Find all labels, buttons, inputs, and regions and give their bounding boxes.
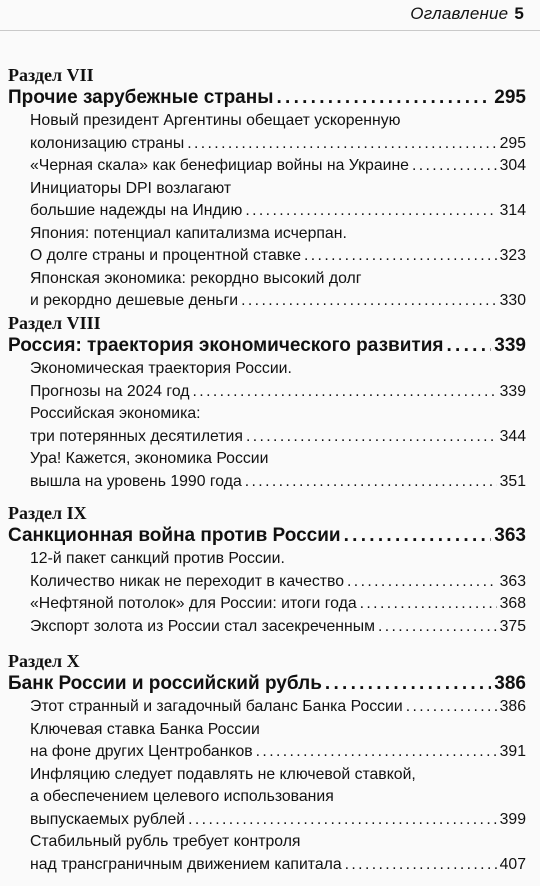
dot-leader	[188, 809, 497, 832]
entry-line: и рекордно дешевые деньги	[30, 292, 239, 309]
entry-list	[30, 110, 526, 313]
dot-leader	[187, 133, 496, 156]
dot-leader	[406, 696, 497, 719]
section-title-row[interactable]	[8, 86, 526, 110]
dot-leader	[276, 86, 491, 110]
entry-line: Прогнозы на 2024 год	[30, 382, 190, 400]
dot-leader	[256, 741, 497, 764]
toc-section	[8, 502, 526, 638]
entry-line: 12-й пакет санкций против России.	[30, 550, 285, 567]
entry-list	[30, 358, 526, 493]
section-title: Банк России и российский рубль	[8, 673, 322, 694]
section-title-row[interactable]	[8, 334, 526, 358]
toc-entry[interactable]	[30, 593, 526, 616]
dot-leader	[446, 334, 491, 358]
entry-page: 295	[499, 134, 526, 152]
section-label: Раздел VIII	[8, 313, 101, 333]
entry-line: колонизацию страны	[30, 134, 185, 152]
entry-line: большие надежды на Индию	[30, 202, 243, 219]
dot-leader	[360, 593, 497, 616]
entry-line: О долге страны и процентной ставке	[30, 247, 301, 264]
section-label: Раздел VII	[8, 65, 94, 85]
toc-section	[8, 312, 526, 493]
entry-page: 368	[499, 595, 526, 612]
section-title: Россия: траектория экономического развития	[8, 335, 444, 356]
toc-entry[interactable]	[30, 719, 526, 764]
dot-leader	[246, 426, 497, 449]
section-title-row[interactable]	[8, 672, 526, 696]
entry-line: Российская экономика:	[30, 405, 201, 422]
entry-page: 330	[499, 292, 526, 309]
toc-entry[interactable]	[30, 223, 526, 268]
entry-line: Инфляцию следует подавлять не ключевой ставкой,	[30, 765, 416, 783]
entry-line: а обеспечением целевого использования	[30, 788, 334, 805]
toc-entry[interactable]	[30, 358, 526, 403]
dot-leader	[344, 524, 492, 548]
entry-page: 344	[499, 427, 526, 445]
dot-leader	[304, 245, 497, 268]
section-page: 386	[494, 673, 526, 694]
toc-entry[interactable]	[30, 403, 526, 448]
entry-line: Экономическая траектория России.	[30, 360, 292, 377]
section-label: Раздел X	[8, 651, 80, 671]
page-number: 5	[514, 4, 524, 23]
section-label: Раздел IX	[8, 503, 87, 523]
entry-page: 339	[499, 382, 526, 400]
dot-leader	[325, 672, 491, 696]
toc-entry[interactable]	[30, 548, 526, 593]
entry-line: на фоне других Центробанков	[30, 743, 253, 760]
section-page: 339	[494, 335, 526, 356]
running-head	[410, 4, 524, 24]
entry-line: Японская экономика: рекордно высокий долг	[30, 269, 362, 287]
entry-page: 314	[499, 202, 526, 219]
entry-line: Ура! Кажется, экономика России	[30, 450, 269, 467]
entry-line: Количество никак не переходит в качество	[30, 572, 345, 590]
toc-entry[interactable]	[30, 831, 526, 876]
toc-entry[interactable]	[30, 268, 526, 313]
entry-line: «Черная скала» как бенефициар войны на Украине	[30, 157, 409, 174]
toc-entry[interactable]	[30, 448, 526, 493]
toc-entry[interactable]	[30, 155, 526, 178]
entry-line: три потерянных десятилетия	[30, 427, 243, 445]
toc-entry[interactable]	[30, 764, 526, 832]
entry-page: 323	[499, 247, 526, 264]
section-page: 363	[494, 525, 526, 546]
section-title: Прочие зарубежные страны	[8, 87, 274, 108]
section-title-row[interactable]	[8, 524, 526, 548]
entry-page: 363	[499, 572, 526, 590]
dot-leader	[193, 381, 497, 404]
entry-line: Инициаторы DPI возлагают	[30, 179, 232, 197]
entry-line: выпускаемых рублей	[30, 810, 186, 828]
entry-line: Новый президент Аргентины обещает ускоренную	[30, 112, 401, 129]
toc-section	[8, 650, 526, 876]
entry-page: 304	[499, 157, 526, 174]
dot-leader	[345, 854, 497, 877]
section-title: Санкционная война против России	[8, 525, 341, 546]
entry-line: «Нефтяной потолок» для России: итоги года	[30, 595, 357, 612]
entry-page: 407	[499, 855, 526, 873]
entry-list	[30, 548, 526, 638]
dot-leader	[245, 471, 497, 494]
running-head-title: Оглавление	[410, 4, 509, 23]
toc-entry[interactable]	[30, 696, 526, 719]
entry-page: 386	[499, 698, 526, 715]
entry-line: Япония: потенциал капитализма исчерпан.	[30, 224, 347, 242]
toc-entry[interactable]	[30, 178, 526, 223]
dot-leader	[378, 616, 497, 639]
dot-leader	[412, 155, 497, 178]
dot-leader	[245, 200, 496, 223]
entry-page: 375	[499, 617, 526, 635]
dot-leader	[241, 290, 497, 313]
entry-line: над трансграничным движением капитала	[30, 855, 342, 873]
entry-line: Экспорт золота из России стал засекреченным	[30, 617, 375, 635]
section-page: 295	[494, 87, 526, 108]
entry-list	[30, 696, 526, 876]
entry-line: вышла на уровень 1990 года	[30, 472, 242, 490]
entry-line: Ключевая ставка Банка России	[30, 720, 260, 738]
entry-page: 391	[499, 743, 526, 760]
header-rule	[0, 30, 540, 31]
dot-leader	[347, 571, 497, 594]
entry-page: 351	[499, 472, 526, 490]
entry-line: Этот странный и загадочный баланс Банка России	[30, 698, 403, 715]
toc-entry[interactable]	[30, 616, 526, 639]
toc-entry[interactable]	[30, 110, 526, 155]
entry-page: 399	[499, 810, 526, 828]
toc-section	[8, 64, 526, 313]
entry-line: Стабильный рубль требует контроля	[30, 833, 301, 850]
